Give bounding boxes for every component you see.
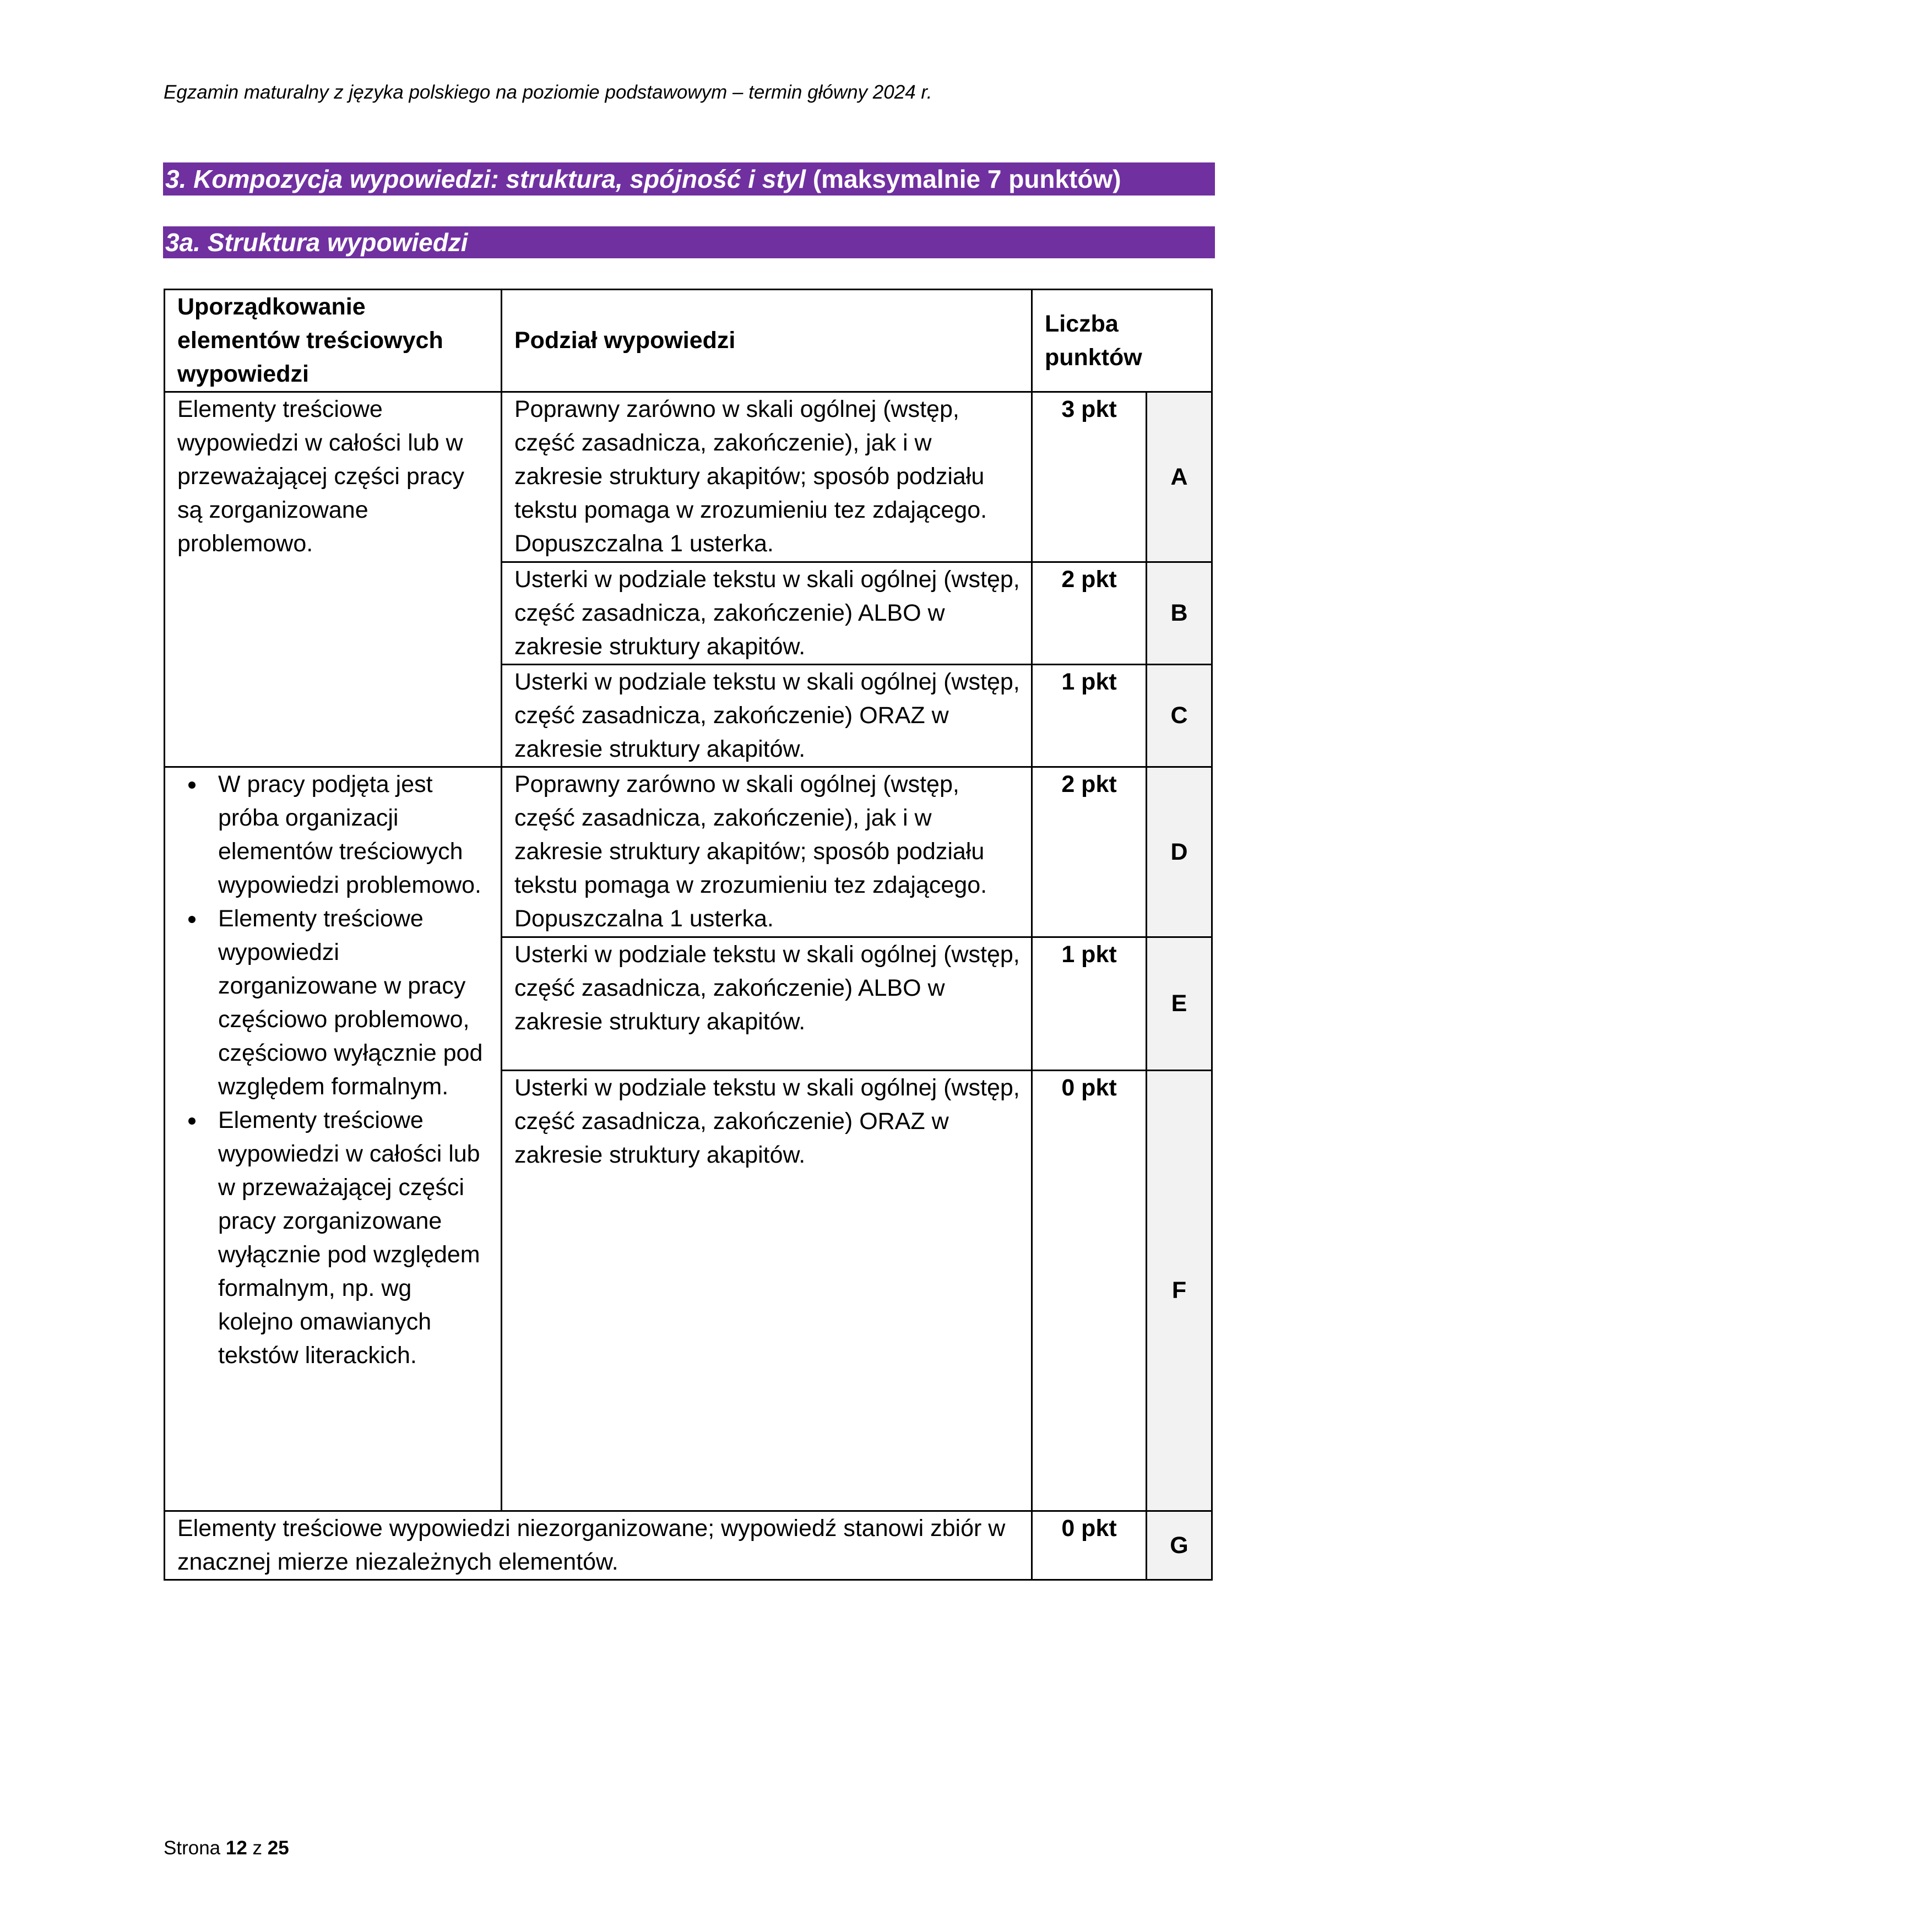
points-value: 3 pkt xyxy=(1032,392,1147,562)
last-row-desc: Elementy treściowe wypowiedzi niezorganizowane; wypowiedź stanowi zbiór w znacznej mierze niezależnych elementów. xyxy=(165,1511,1032,1580)
footer-page-total: 25 xyxy=(267,1837,289,1859)
points-value: 1 pkt xyxy=(1032,665,1147,767)
level-letter: C xyxy=(1147,665,1212,767)
points-value: 2 pkt xyxy=(1032,562,1147,665)
level-letter: D xyxy=(1147,767,1212,937)
division-desc: Usterki w podziale tekstu w skali ogólnej (wstęp, część zasadnicza, zakończenie) ALBO w zakresie struktury akapitów. xyxy=(502,562,1032,665)
points-value: 2 pkt xyxy=(1032,767,1147,937)
list-item: • W pracy podjęta jest próba organizacji elementów treściowych wypowiedzi problemowo. xyxy=(206,768,490,902)
level-letter: G xyxy=(1147,1511,1212,1580)
criterion-cell-group1: Elementy treściowe wypowiedzi w całości lub w przeważającej części pracy są zorganizowane problemowo. xyxy=(165,392,502,767)
header-division: Podział wypowiedzi xyxy=(502,290,1032,392)
table-row xyxy=(165,392,1212,562)
division-desc: Usterki w podziale tekstu w skali ogólnej (wstęp, część zasadnicza, zakończenie) ORAZ w zakresie struktury akapitów. xyxy=(502,665,1032,767)
criterion-cell-group2 xyxy=(165,767,502,1511)
division-desc: Poprawny zarówno w skali ogólnej (wstęp, część zasadnicza, zakończenie), jak i w zakresie struktury akapitów; sposób podziału tekstu pomaga w zrozumieniu tez zdającego. Dopuszczalna 1 usterka. xyxy=(502,392,1032,562)
division-desc: Poprawny zarówno w skali ogólnej (wstęp, część zasadnicza, zakończenie), jak i w zakresie struktury akapitów; sposób podziału tekstu pomaga w zrozumieniu tez zdającego. Dopuszczalna 1 usterka. xyxy=(502,767,1032,937)
level-letter: A xyxy=(1147,392,1212,562)
table-row xyxy=(165,767,1212,937)
level-letter: F xyxy=(1147,1071,1212,1511)
footer-prefix: Strona xyxy=(164,1837,221,1859)
page-header: Egzamin maturalny z języka polskiego na poziomie podstawowym – termin główny 2024 r. xyxy=(164,82,932,103)
header-points: Liczba punktów xyxy=(1032,290,1212,392)
points-value: 0 pkt xyxy=(1032,1071,1147,1511)
list-item: • Elementy treściowe wypowiedzi w całości lub w przeważającej części pracy zorganizowane wyłącznie pod względem formalnym, np. wg kolejno omawianych tekstów literackich. xyxy=(206,1104,490,1372)
scoring-table xyxy=(164,289,1213,1581)
table-row xyxy=(165,1511,1212,1580)
page-footer xyxy=(164,1837,289,1859)
header-criterion: Uporządkowanie elementów treściowych wypowiedzi xyxy=(165,290,502,392)
footer-separator: z xyxy=(252,1837,263,1859)
points-value: 0 pkt xyxy=(1032,1511,1147,1580)
level-letter: B xyxy=(1147,562,1212,665)
subsection-title-bar xyxy=(163,226,1215,258)
criterion-list xyxy=(177,768,490,1372)
section-max-points: (maksymalnie 7 punktów) xyxy=(812,165,1121,193)
level-letter: E xyxy=(1147,937,1212,1071)
table-header-row xyxy=(165,290,1212,392)
subsection-title: 3a. Struktura wypowiedzi xyxy=(165,228,468,257)
points-value: 1 pkt xyxy=(1032,937,1147,1071)
footer-page-number: 12 xyxy=(225,1837,247,1859)
list-item: • Elementy treściowe wypowiedzi zorganizowane w pracy częściowo problemowo, częściowo wyłącznie pod względem formalnym. xyxy=(206,902,490,1104)
section-title: 3. Kompozycja wypowiedzi: struktura, spójność i styl xyxy=(165,165,806,193)
division-desc: Usterki w podziale tekstu w skali ogólnej (wstęp, część zasadnicza, zakończenie) ALBO w zakresie struktury akapitów. xyxy=(502,937,1032,1071)
section-title-bar xyxy=(163,162,1215,196)
division-desc: Usterki w podziale tekstu w skali ogólnej (wstęp, część zasadnicza, zakończenie) ORAZ w zakresie struktury akapitów. xyxy=(502,1071,1032,1511)
